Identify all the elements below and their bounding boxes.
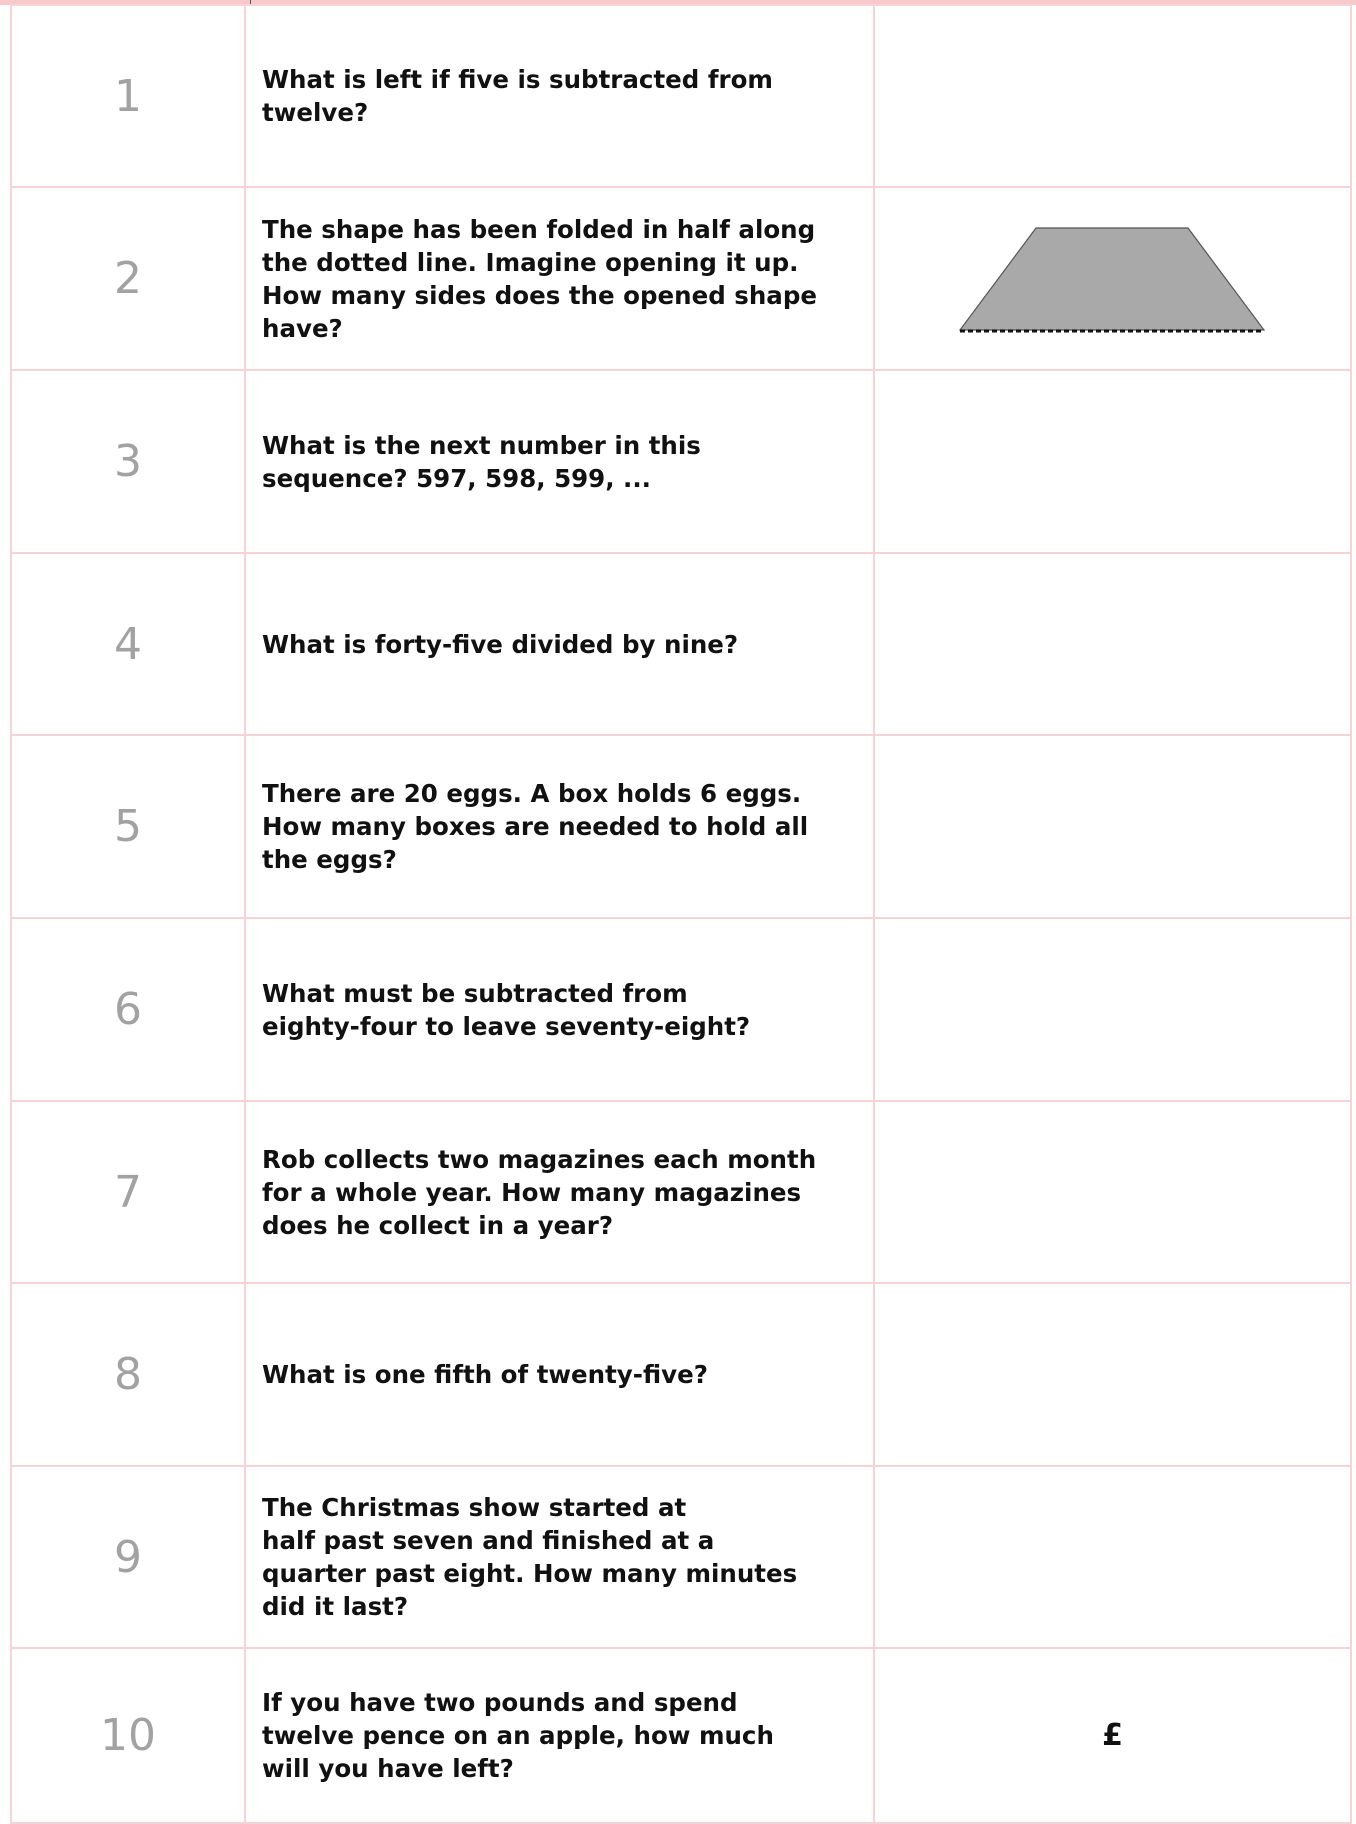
answer-box[interactable]: [874, 1101, 1351, 1283]
question-number: 7: [11, 1101, 245, 1283]
question-row-7: [11, 1101, 1351, 1283]
answer-box[interactable]: [874, 918, 1351, 1101]
question-number: 8: [11, 1283, 245, 1466]
question-text: Rob collects two magazines each month for a whole year. How many magazines does he collect in a year?: [245, 1101, 874, 1283]
question-text: What is left if five is subtracted from twelve?: [245, 5, 874, 187]
question-row-1: [11, 5, 1351, 187]
question-number: 5: [11, 735, 245, 918]
question-number: 10: [11, 1648, 245, 1823]
question-number: 9: [11, 1466, 245, 1648]
pound-sign: £: [1102, 1718, 1123, 1753]
question-text: What is one fifth of twenty-five?: [245, 1283, 874, 1466]
quiz-table: [10, 4, 1352, 1824]
question-row-2: [11, 187, 1351, 370]
question-number: 4: [11, 553, 245, 735]
question-text: The shape has been folded in half along the dotted line. Imagine opening it up. How many sides does the opened shape have?: [245, 187, 874, 370]
answer-box[interactable]: [874, 1466, 1351, 1648]
answer-box[interactable]: [874, 553, 1351, 735]
question-row-4: [11, 553, 1351, 735]
question-row-9: [11, 1466, 1351, 1648]
question-text: The Christmas show started at half past seven and finished at a quarter past eight. How many minutes did it last?: [245, 1466, 874, 1648]
question-text: There are 20 eggs. A box holds 6 eggs. How many boxes are needed to hold all the eggs?: [245, 735, 874, 918]
question-text: If you have two pounds and spend twelve pence on an apple, how much will you have left?: [245, 1648, 874, 1823]
question-row-5: [11, 735, 1351, 918]
answer-box[interactable]: [874, 370, 1351, 553]
answer-box[interactable]: [874, 187, 1351, 370]
question-row-8: [11, 1283, 1351, 1466]
answer-box[interactable]: [874, 1283, 1351, 1466]
question-number: 3: [11, 370, 245, 553]
answer-box[interactable]: [874, 735, 1351, 918]
answer-box[interactable]: [874, 1648, 1351, 1823]
question-row-3: [11, 370, 1351, 553]
answer-box[interactable]: [874, 5, 1351, 187]
question-text: What is forty-five divided by nine?: [245, 553, 874, 735]
question-number: 6: [11, 918, 245, 1101]
question-text: What is the next number in this sequence? 597, 598, 599, ...: [245, 370, 874, 553]
question-number: 2: [11, 187, 245, 370]
question-row-10: [11, 1648, 1351, 1823]
folded-trapezoid-icon: [948, 214, 1278, 344]
question-row-6: [11, 918, 1351, 1101]
question-text: What must be subtracted from eighty-four to leave seventy-eight?: [245, 918, 874, 1101]
question-number: 1: [11, 5, 245, 187]
